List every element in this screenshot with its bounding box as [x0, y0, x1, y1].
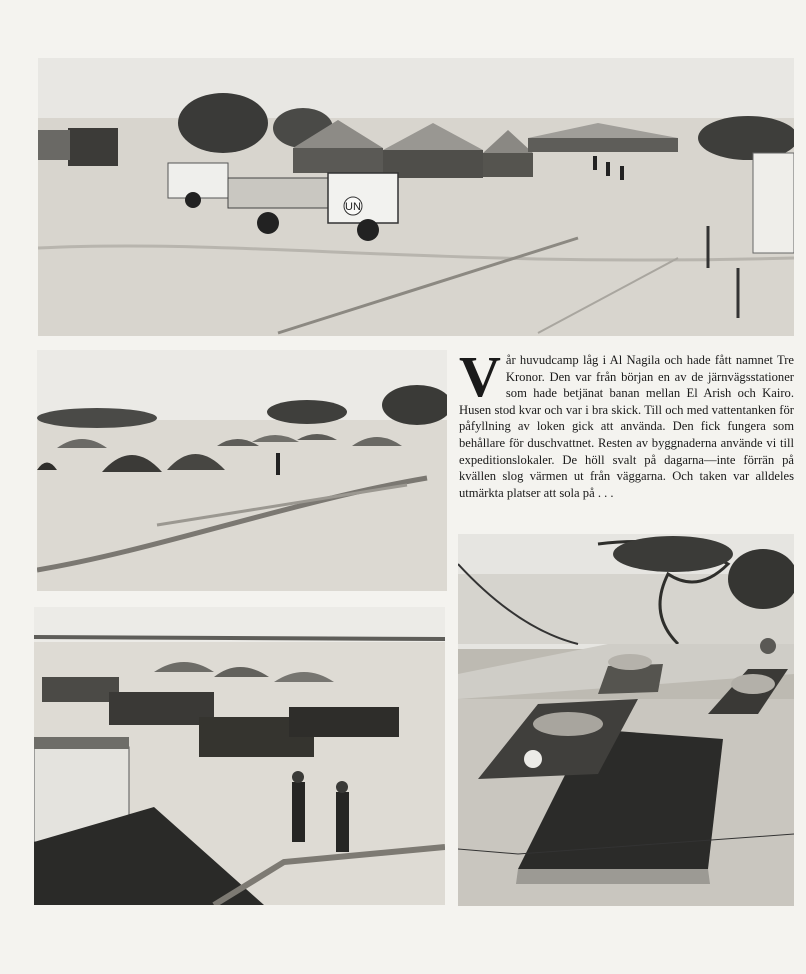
photo-camp-trucks — [38, 58, 794, 336]
un-marking: UN — [345, 201, 361, 213]
tent-field-illustration — [37, 350, 447, 591]
article-body: år huvudcamp låg i Al Nagila och hade fått namnet Tre Kronor. Den var från början en av de järnvägsstationer som hade betjänat banan mellan El Arish och Kairo. Husen stod kvar och var i bra skick. Till och med vattentanken för påfyllning av loken gick att använda. Den fick fungera som behållare för duschvattnet. Resten av byggnaderna använde vi till expeditionslokaler. De höll svalt på dagarna—inte förrän på kvällen slog värmen ut från väggarna. Och taken var alldeles utmärkta platser att sola på . . . — [459, 353, 794, 500]
camp-trucks-illustration — [38, 58, 794, 336]
drop-cap: V — [459, 344, 501, 409]
article-text — [459, 344, 794, 501]
photo-sunbathing — [458, 534, 794, 906]
photo-tents-men — [34, 607, 445, 905]
photo-tent-field — [37, 350, 447, 591]
sunbathing-illustration — [458, 534, 794, 906]
tents-men-illustration — [34, 607, 445, 905]
